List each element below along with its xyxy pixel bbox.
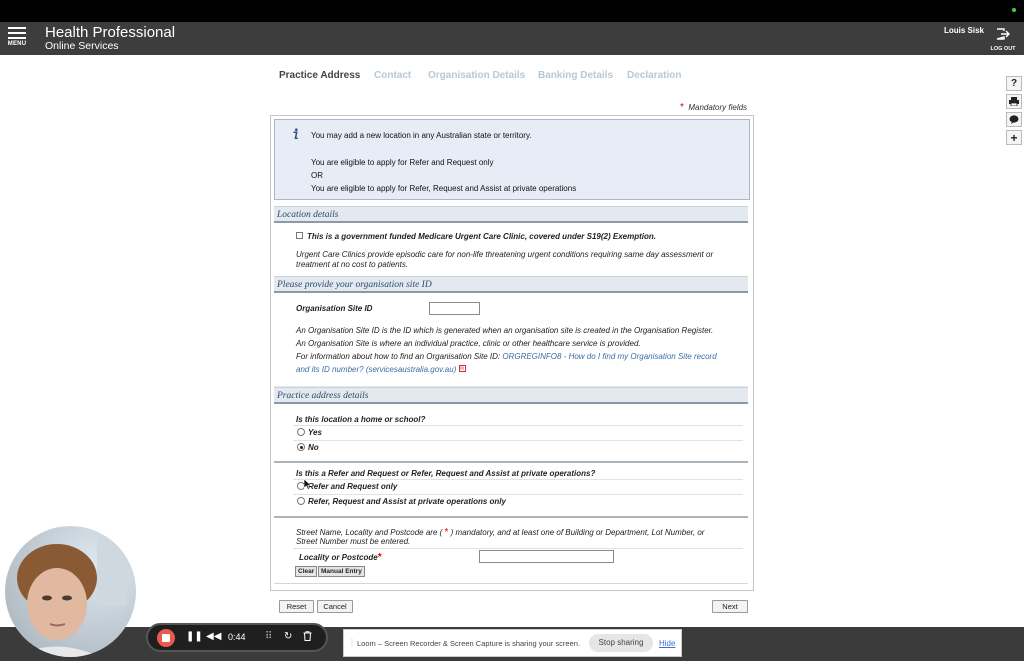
cancel-button[interactable]: Cancel: [317, 600, 353, 613]
pause-icon[interactable]: ❚❚: [186, 631, 203, 642]
divider: [293, 440, 743, 441]
reset-button[interactable]: Reset: [279, 600, 314, 613]
address-note-part-2: ) mandatory, and at least one of Building or Department, Lot Number, or: [450, 528, 705, 537]
refer-request-assist-label: Refer, Request and Assist at private operations only: [308, 497, 506, 506]
step-banking-details: Banking Details: [538, 70, 614, 81]
locality-label: [299, 552, 382, 563]
mandatory-star-icon: *: [680, 102, 684, 113]
divider: [274, 583, 748, 584]
urgent-care-label: This is a government funded Medicare Urgent Care Clinic, covered under S19(2) Exemption.: [307, 232, 656, 241]
sharing-message: Loom – Screen Recorder & Screen Capture is sharing your screen.: [357, 639, 581, 648]
clear-button[interactable]: Clear: [295, 566, 317, 577]
home-school-yes-radio[interactable]: [297, 428, 305, 436]
home-school-yes-label: Yes: [308, 428, 322, 437]
orgreginfo8-link[interactable]: ORGREGINFO8 - How do I find my Organisation Site record: [502, 352, 717, 361]
refer-request-question: Is this a Refer and Request or Refer, Request and Assist at private operations?: [296, 469, 596, 478]
drag-handle-icon[interactable]: ⠿: [265, 631, 273, 642]
site-id-input[interactable]: [429, 302, 480, 315]
hamburger-icon: [8, 27, 26, 39]
restart-icon[interactable]: ↻: [284, 631, 293, 642]
section-divider: [274, 461, 748, 463]
section-divider: [274, 516, 748, 518]
menu-label: MENU: [7, 41, 27, 47]
mandatory-note: [680, 102, 747, 113]
info-box: [274, 119, 750, 200]
mouse-cursor-icon: [304, 479, 312, 490]
orgreginfo8-link-text: and its ID number? (servicesaustralia.gov.au): [296, 365, 457, 374]
webcam-bubble[interactable]: [5, 526, 136, 657]
home-school-no-radio[interactable]: [297, 443, 305, 451]
section-location-details: Location details: [274, 206, 748, 223]
menu-button[interactable]: [6, 27, 28, 53]
divider: [293, 548, 743, 549]
site-id-label: Organisation Site ID: [296, 304, 373, 313]
home-school-question: Is this location a home or school?: [296, 415, 426, 424]
orgreginfo8-link-cont[interactable]: [296, 365, 466, 374]
next-button[interactable]: Next: [712, 600, 748, 613]
screen-sharing-bar: [343, 629, 682, 657]
site-id-help-line-1: An Organisation Site ID is the ID which is generated when an organisation site is created in the Organisation Register.: [296, 326, 714, 335]
info-line-3: OR: [311, 171, 323, 180]
info-line-4: You are eligible to apply for Refer, Request and Assist at private operations: [311, 184, 577, 193]
logout-label: LOG OUT: [990, 46, 1016, 52]
section-practice-address-details: Practice address details: [274, 387, 748, 404]
urgent-care-note-line-1: Urgent Care Clinics provide episodic care for non-life threatening urgent conditions requiring same day assessment or: [296, 250, 714, 259]
mandatory-star-icon: *: [444, 527, 449, 538]
refer-request-assist-radio[interactable]: [297, 497, 305, 505]
logout-icon: [996, 28, 1010, 40]
divider: [293, 479, 743, 480]
webcam-feed-image: [5, 526, 136, 657]
step-organisation-details: Organisation Details: [428, 70, 526, 81]
app-header: [0, 22, 1024, 55]
feedback-icon[interactable]: [1006, 112, 1022, 127]
section-organisation-site-id: Please provide your organisation site ID: [274, 276, 748, 293]
rewind-icon[interactable]: ◀◀: [206, 631, 222, 642]
pdf-icon: ✉: [460, 366, 465, 372]
info-line-1: You may add a new location in any Australian state or territory.: [311, 131, 532, 140]
urgent-care-note-line-2: treatment at no cost to patients.: [296, 260, 409, 269]
address-note-line-2: Street Number must be entered.: [296, 537, 411, 546]
recording-controls: [146, 623, 328, 652]
brand-logo: [45, 25, 175, 52]
step-contact: Contact: [374, 70, 412, 81]
recording-time: 0:44: [228, 632, 246, 642]
info-icon: [289, 128, 301, 140]
delete-icon[interactable]: [303, 631, 312, 644]
step-practice-address: Practice Address: [279, 70, 361, 81]
refer-request-only-label: Refer and Request only: [308, 482, 398, 491]
manual-entry-button[interactable]: Manual Entry: [318, 566, 365, 577]
drag-handle-icon[interactable]: ⋮: [348, 638, 356, 647]
site-id-help-line-3: [296, 352, 717, 361]
status-dot-icon: [1012, 8, 1016, 12]
step-declaration: Declaration: [627, 70, 682, 81]
help-icon[interactable]: ?: [1006, 76, 1022, 91]
brand-subtitle: Online Services: [45, 40, 119, 52]
hide-link[interactable]: Hide: [659, 639, 676, 648]
mandatory-note-text: Mandatory fields: [688, 103, 748, 112]
mandatory-star-icon: *: [377, 552, 382, 563]
site-id-help-line-2: An Organisation Site is where an individual practice, clinic or other healthcare service is provided.: [296, 339, 641, 348]
logout-button[interactable]: [990, 27, 1016, 52]
locality-input[interactable]: [479, 550, 614, 563]
brand-title: Health Professional: [45, 24, 176, 41]
divider: [293, 425, 743, 426]
print-icon[interactable]: [1006, 94, 1022, 109]
side-toolbar: [1006, 76, 1022, 148]
divider: [293, 494, 743, 495]
stop-sharing-button[interactable]: Stop sharing: [589, 634, 653, 652]
expand-icon[interactable]: +: [1006, 130, 1022, 145]
practice-address-form: [270, 115, 754, 591]
urgent-care-checkbox[interactable]: [296, 232, 303, 239]
stop-recording-button[interactable]: [157, 629, 175, 647]
address-note-part-1: Street Name, Locality and Postcode are (: [296, 528, 443, 537]
system-top-bar: [0, 0, 1024, 22]
home-school-no-label: No: [308, 443, 319, 452]
site-id-help-prefix: For information about how to find an Organisation Site ID:: [296, 352, 501, 361]
locality-label-text: Locality or Postcode: [299, 553, 378, 562]
info-line-2: You are eligible to apply for Refer and Request only: [311, 158, 494, 167]
user-name: Louis Sisk: [943, 26, 984, 35]
